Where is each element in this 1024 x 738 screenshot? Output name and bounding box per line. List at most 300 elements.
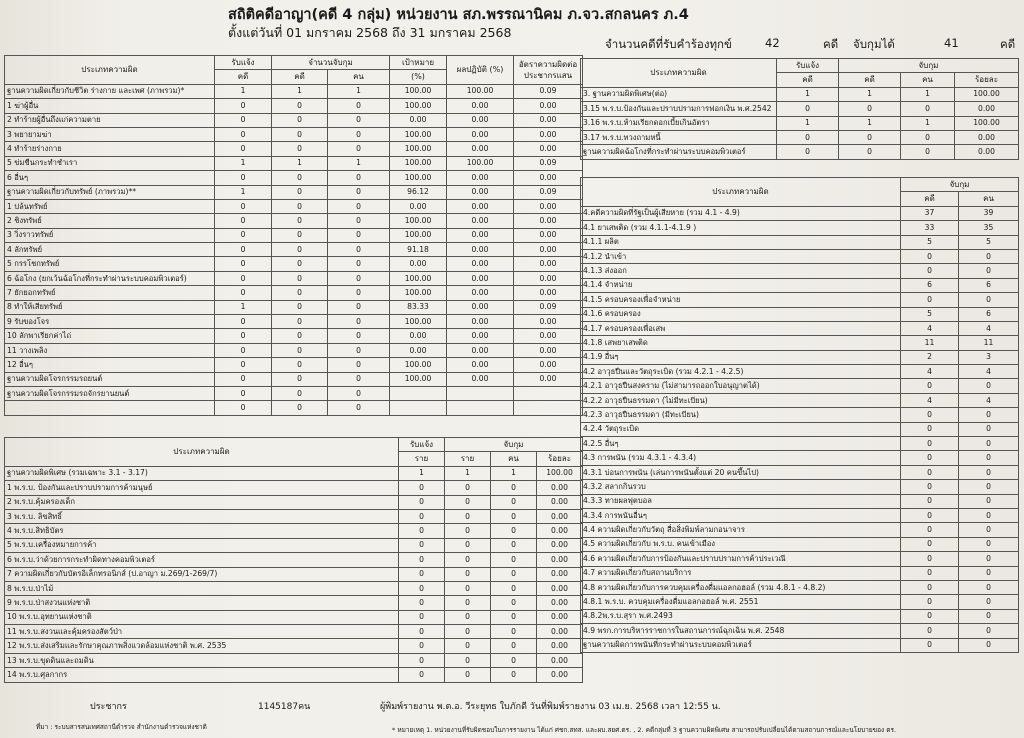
cell-value: 0	[215, 358, 272, 372]
cell-value: 0	[328, 99, 390, 113]
cell-value: 0	[959, 609, 1019, 623]
cell-value: 0	[491, 639, 537, 653]
table-row	[581, 537, 1019, 551]
table-row	[5, 495, 583, 509]
cell-value: 0	[901, 494, 959, 508]
row-label: 4.1.8 เสพยาเสพติด	[581, 336, 901, 350]
cell-value: 0	[215, 372, 272, 386]
row-label: 4.8 ความผิดเกี่ยวกับการควบคุมเครื่องดื่มแอลกอฮอล์ (รวม 4.8.1 - 4.8.2)	[581, 580, 901, 594]
cell-value: 0	[215, 243, 272, 257]
cell-value: 0	[445, 653, 491, 667]
row-label: 3.17 พ.ร.บ.ทวงถามหนี้	[581, 130, 777, 144]
cell-value: 0	[901, 480, 959, 494]
cell-value: 0.00	[537, 610, 583, 624]
cell-value: 0.00	[447, 214, 514, 228]
col-type: ประเภทความผิด	[581, 178, 901, 207]
cell-value: 0	[272, 228, 328, 242]
table-row	[5, 610, 583, 624]
cell-value: 0	[215, 113, 272, 127]
cell-value: 0	[328, 199, 390, 213]
row-label: 4.1.7 ครอบครองเพื่อเสพ	[581, 321, 901, 335]
cell-value: 0.00	[447, 358, 514, 372]
table-row	[581, 609, 1019, 623]
cell-value: 0	[399, 625, 445, 639]
row-label: 4.8.2พ.ร.บ.สุรา พ.ศ.2493	[581, 609, 901, 623]
cell-value: 0	[491, 481, 537, 495]
row-label: 12 อื่นๆ	[5, 358, 215, 372]
row-label: 7 ยักยอกทรัพย์	[5, 286, 215, 300]
table-row	[5, 228, 583, 242]
cell-value: 1	[272, 84, 328, 98]
cell-value: 0	[272, 358, 328, 372]
cell-value: 100.00	[390, 84, 447, 98]
table-row	[5, 171, 583, 185]
cell-value: 0.00	[447, 329, 514, 343]
row-label: 4.3 การพนัน (รวม 4.3.1 - 4.3.4)	[581, 451, 901, 465]
table-special-continued	[580, 58, 1019, 160]
cell-value: 100.00	[390, 271, 447, 285]
table-row	[5, 199, 583, 213]
row-label: 4 พ.ร.บ.สิทธิบัตร	[5, 524, 399, 538]
table-row	[581, 379, 1019, 393]
cell-value: 1	[215, 185, 272, 199]
table-row	[581, 293, 1019, 307]
cell-value: 0	[901, 451, 959, 465]
table-row	[5, 113, 583, 127]
cell-value: 0.00	[447, 257, 514, 271]
cell-value: 1	[839, 87, 901, 101]
cell-value: 0	[215, 199, 272, 213]
cell-value: 0	[959, 537, 1019, 551]
cell-value: 0	[959, 408, 1019, 422]
cell-value: 0	[399, 481, 445, 495]
cell-value: 0	[272, 171, 328, 185]
cell-value: 11	[959, 336, 1019, 350]
col-arrest: จำนวนจับกุม	[272, 56, 390, 70]
cell-value: 0	[901, 566, 959, 580]
row-label: 13 พ.ร.บ.ขุดดินและถมดิน	[5, 653, 399, 667]
col-type: ประเภทความผิด	[581, 59, 777, 88]
cell-value: 0	[328, 315, 390, 329]
cell-value: 0	[215, 142, 272, 156]
col-arrest: จับกุม	[839, 59, 1019, 73]
cell-value: 0.00	[537, 495, 583, 509]
cell-value: 0.00	[447, 142, 514, 156]
table-row	[581, 116, 1019, 130]
cell-value: 1	[901, 116, 955, 130]
row-label: ฐานความผิดเกี่ยวกับทรัพย์ (ภาพรวม)**	[5, 185, 215, 199]
cell-value: 0.00	[447, 199, 514, 213]
cell-value: 0.00	[390, 199, 447, 213]
cell-value: 0	[215, 343, 272, 357]
cell-value: 0	[491, 610, 537, 624]
table-row	[581, 624, 1019, 638]
table-row	[581, 451, 1019, 465]
cell-value	[390, 401, 447, 415]
table-row	[581, 480, 1019, 494]
cell-value: 0	[959, 465, 1019, 479]
cell-value: 0	[215, 386, 272, 400]
row-label: 6 พ.ร.บ.ว่าด้วยการกระทำผิดทางคอมพิวเตอร์	[5, 553, 399, 567]
cell-value: 0.00	[537, 538, 583, 552]
cell-value: 0.00	[447, 300, 514, 314]
cell-value: 0	[959, 638, 1019, 652]
cell-value: 0	[491, 495, 537, 509]
cell-value: 0	[272, 257, 328, 271]
cell-value: 0	[959, 508, 1019, 522]
cell-value: 0	[328, 401, 390, 415]
cell-value: 100.00	[390, 214, 447, 228]
cell-value: 0	[328, 386, 390, 400]
row-label: 7 ความผิดเกี่ยวกับบัตรอิเล็กทรอนิกส์ (ป.อาญา ม.269/1-269/7)	[5, 567, 399, 581]
row-label: 4.1.2 นำเข้า	[581, 249, 901, 263]
cell-value: 4	[959, 393, 1019, 407]
cell-value: 0	[272, 271, 328, 285]
row-label: 4.2 อาวุธปืนและวัตถุระเบิด (รวม 4.2.1 - 4.2.5)	[581, 365, 901, 379]
cell-value: 0	[901, 595, 959, 609]
cell-value: 0	[445, 538, 491, 552]
cell-value: 1	[399, 466, 445, 480]
cell-value: 0.00	[537, 481, 583, 495]
cell-value: 0.00	[390, 113, 447, 127]
cell-value: 0	[272, 286, 328, 300]
cell-value: 100.00	[390, 142, 447, 156]
table-row	[581, 566, 1019, 580]
table-row	[5, 214, 583, 228]
cell-value: 0	[328, 329, 390, 343]
cell-value: 0	[445, 495, 491, 509]
cell-value: 0	[328, 372, 390, 386]
row-label: 4.1.3 ส่งออก	[581, 264, 901, 278]
table-row	[581, 307, 1019, 321]
cell-value: 0	[901, 408, 959, 422]
cell-value: 0	[215, 271, 272, 285]
cell-value: 0	[959, 494, 1019, 508]
cell-value: 100.00	[390, 315, 447, 329]
cell-value: 0	[328, 214, 390, 228]
table-row	[581, 235, 1019, 249]
table-row	[581, 552, 1019, 566]
cell-value: 0	[445, 596, 491, 610]
table-violent-property	[4, 55, 583, 416]
cell-value: 100.00	[390, 99, 447, 113]
cell-value: 0	[959, 523, 1019, 537]
cell-value: 0	[445, 610, 491, 624]
cell-value: 0	[901, 609, 959, 623]
cell-value: 0.00	[955, 102, 1019, 116]
cell-value: 0	[399, 653, 445, 667]
table-row	[5, 639, 583, 653]
cell-value: 0.00	[537, 668, 583, 682]
cell-value: 0	[399, 509, 445, 523]
row-label: 5 ข่มขืนกระทำชำเรา	[5, 156, 215, 170]
cell-value: 0	[328, 243, 390, 257]
table-row	[5, 466, 583, 480]
row-label: 3 พ.ร.บ. ลิขสิทธิ์	[5, 509, 399, 523]
cell-value: 0.00	[955, 145, 1019, 159]
row-label: ฐานความผิดโจรกรรมรถจักรยานยนต์	[5, 386, 215, 400]
cell-value: 5	[901, 235, 959, 249]
col-pct: (%)	[390, 70, 447, 84]
cell-value: 0	[959, 293, 1019, 307]
row-label: ฐานความผิดโจรกรรมรถยนต์	[5, 372, 215, 386]
cell-value: 4	[959, 365, 1019, 379]
cell-value: 0	[959, 249, 1019, 263]
cell-value: 1	[777, 87, 839, 101]
col-case: ราย	[445, 452, 491, 466]
cell-value: 0	[399, 668, 445, 682]
row-label: 4.2.1 อาวุธปืนสงคราม (ไม่สามารถออกใบอนุญาตได้)	[581, 379, 901, 393]
row-label: 2 ชิงทรัพย์	[5, 214, 215, 228]
row-label: ฐานความผิดพิเศษ (รวมเฉพาะ 3.1 - 3.17)	[5, 466, 399, 480]
table-row	[5, 243, 583, 257]
cell-value: 0.00	[514, 99, 583, 113]
row-label: 4.2.2 อาวุธปืนธรรมดา (ไม่มีทะเบียน)	[581, 393, 901, 407]
table-row	[5, 286, 583, 300]
cell-value: 6	[901, 278, 959, 292]
row-label: 1 ปล้นทรัพย์	[5, 199, 215, 213]
cell-value: 0	[272, 386, 328, 400]
row-label: 4.8.1 พ.ร.บ. ควบคุมเครื่องดื่มแอลกอฮอล์ พ.ศ. 2551	[581, 595, 901, 609]
cell-value: 0.00	[537, 553, 583, 567]
cell-value: 0	[328, 286, 390, 300]
col-arrest: จับกุม	[901, 178, 1019, 192]
cell-value: 4	[901, 365, 959, 379]
cell-value	[447, 386, 514, 400]
unit-label: คดี	[823, 37, 839, 51]
cell-value: 0.00	[514, 343, 583, 357]
row-label: 3.15 พ.ร.บ.ป้องกันและปราบปรามการฟอกเงิน พ.ศ.2542	[581, 102, 777, 116]
table-row	[581, 264, 1019, 278]
cell-value: 0.00	[514, 257, 583, 271]
cell-value: 0	[901, 422, 959, 436]
cell-value: 0	[399, 553, 445, 567]
cell-value: 0.00	[514, 171, 583, 185]
cell-value: 0.00	[447, 228, 514, 242]
table-row	[581, 145, 1019, 159]
cell-value: 0	[959, 264, 1019, 278]
cell-value: 0.09	[514, 156, 583, 170]
cell-value: 96.12	[390, 185, 447, 199]
row-label	[5, 401, 215, 415]
cell-value: 0	[491, 509, 537, 523]
cell-value: 0	[445, 567, 491, 581]
table-row	[5, 329, 583, 343]
cell-value: 0	[777, 130, 839, 144]
cell-value: 0	[901, 379, 959, 393]
table-row	[581, 422, 1019, 436]
row-label: 4.1 ยาเสพติด (รวม 4.1.1-4.1.9 )	[581, 221, 901, 235]
cell-value: 0.00	[537, 509, 583, 523]
cell-value: 0.00	[514, 199, 583, 213]
col-arrest: จับกุม	[445, 438, 583, 452]
table-row	[5, 401, 583, 415]
row-label: 4.2.3 อาวุธปืนธรรมดา (มีทะเบียน)	[581, 408, 901, 422]
table-row	[581, 494, 1019, 508]
cell-value: 1	[215, 156, 272, 170]
cell-value: 0	[491, 653, 537, 667]
cell-value: 1	[215, 300, 272, 314]
cell-value: 0	[272, 99, 328, 113]
table-row	[5, 653, 583, 667]
cell-value: 0.00	[514, 315, 583, 329]
row-label: 10 ลักพาเรียกค่าไถ่	[5, 329, 215, 343]
unit-label: คดี	[1000, 37, 1016, 51]
cell-value: 0	[328, 300, 390, 314]
cell-value: 100.00	[447, 156, 514, 170]
row-label: 12 พ.ร.บ.ส่งเสริมและรักษาคุณภาพสิ่งแวดล้อมแห่งชาติ พ.ศ. 2535	[5, 639, 399, 653]
cell-value: 0.00	[514, 372, 583, 386]
report-title: สถิติคดีอาญา(คดี 4 กลุ่ม) หน่วยงาน สภ.พรรณานิคม ภ.จว.สกลนคร ภ.4	[228, 7, 689, 23]
cell-value: 0	[839, 145, 901, 159]
cell-value: 0	[491, 538, 537, 552]
cell-value: 4	[901, 321, 959, 335]
cell-value: 0	[215, 401, 272, 415]
row-label: 3 พยายามฆ่า	[5, 127, 215, 141]
table-row	[581, 249, 1019, 263]
table-row	[581, 278, 1019, 292]
cell-value: 1	[328, 156, 390, 170]
cell-value: 0	[491, 567, 537, 581]
cell-value: 0	[272, 127, 328, 141]
cell-value: 0.00	[514, 358, 583, 372]
table-row	[581, 393, 1019, 407]
table-row	[5, 99, 583, 113]
row-label: 4 ทำร้ายร่างกาย	[5, 142, 215, 156]
cell-value: 0	[491, 581, 537, 595]
cell-value: 0.00	[390, 343, 447, 357]
row-label: 1 ฆ่าผู้อื่น	[5, 99, 215, 113]
cell-value: 0	[445, 553, 491, 567]
cell-value: 0	[777, 145, 839, 159]
cell-value: 0	[959, 580, 1019, 594]
cell-value: 0.00	[955, 130, 1019, 144]
report-period: ตั้งแต่วันที่ 01 มกราคม 2568 ถึง 31 มกราคม 2568	[228, 25, 512, 40]
row-label: 4.9 พรก.การบริหารราชการในสถานการณ์ฉุกเฉิน พ.ศ. 2548	[581, 624, 901, 638]
row-label: 4.2.5 อื่นๆ	[581, 437, 901, 451]
row-label: 4 ลักทรัพย์	[5, 243, 215, 257]
cell-value: 0	[491, 524, 537, 538]
cell-value: 100.00	[390, 372, 447, 386]
col-case: คดี	[215, 70, 272, 84]
row-label: 4.2.4 วัตถุระเบิด	[581, 422, 901, 436]
row-label: 4.3.3 ทายผลฟุตบอล	[581, 494, 901, 508]
cell-value: 0.00	[514, 286, 583, 300]
cell-value: 0	[839, 102, 901, 116]
cell-value: 100.00	[390, 286, 447, 300]
cell-value: 0	[272, 243, 328, 257]
cell-value: 0	[901, 102, 955, 116]
row-label: 4.คดีความผิดที่รัฐเป็นผู้เสียหาย (รวม 4.1 - 4.9)	[581, 206, 901, 220]
cell-value: 0	[445, 481, 491, 495]
cell-value: 0	[215, 214, 272, 228]
cell-value: 0	[215, 257, 272, 271]
cell-value: 0	[445, 581, 491, 595]
row-label: 2 พ.ร.บ.คุ้มครองเด็ก	[5, 495, 399, 509]
cell-value: 100.00	[390, 127, 447, 141]
table-row	[5, 509, 583, 523]
cell-value: 0	[328, 358, 390, 372]
cell-value: 0.00	[447, 315, 514, 329]
cell-value: 0	[901, 145, 955, 159]
table-row	[581, 102, 1019, 116]
cell-value: 100.00	[447, 84, 514, 98]
cell-value: 0	[901, 580, 959, 594]
cell-value: 0.00	[514, 243, 583, 257]
cell-value: 0	[272, 329, 328, 343]
row-label: 8 พ.ร.บ.ป่าไม้	[5, 581, 399, 595]
col-pct: ร้อยละ	[955, 73, 1019, 87]
remark-note: * หมายเหตุ 1. หน่วยงานที่รับผิดชอบในการรายงาน ได้แก่ ศชก.สทส. และผบ.สยศ.ตร. , 2. คดีกลุ่มที่ 3 ฐานความผิดพิเศษ สามารถปรับเปลี่ยนได้ตามสถานการณ์และนโยบายของ ตร.	[392, 726, 897, 734]
cell-value: 0	[272, 199, 328, 213]
table-row	[581, 508, 1019, 522]
cell-value: 35	[959, 221, 1019, 235]
cell-value: 0.00	[537, 653, 583, 667]
source-note: ที่มา : ระบบสารสนเทศสถานีตำรวจ สำนักงานตำรวจแห่งชาติ	[36, 723, 207, 731]
col-case: คดี	[777, 73, 839, 87]
col-person: คน	[959, 192, 1019, 206]
cell-value: 0	[215, 286, 272, 300]
cell-value: 0	[491, 668, 537, 682]
cell-value: 11	[901, 336, 959, 350]
cell-value: 100.00	[390, 228, 447, 242]
cell-value: 0.00	[537, 596, 583, 610]
cell-value: 0.00	[390, 257, 447, 271]
cell-value: 0	[901, 437, 959, 451]
table-row	[581, 321, 1019, 335]
cell-value: 0	[272, 300, 328, 314]
cell-value: 0	[901, 264, 959, 278]
table-row	[581, 638, 1019, 652]
cell-value: 0	[901, 523, 959, 537]
cell-value: 0	[959, 379, 1019, 393]
cell-value: 0	[445, 639, 491, 653]
population-value: 1145187คน	[258, 702, 311, 712]
col-person: คน	[491, 452, 537, 466]
cell-value: 0	[215, 228, 272, 242]
table-row	[5, 596, 583, 610]
caught-value: 41	[944, 36, 959, 50]
cell-value: 0	[901, 508, 959, 522]
received-label: จำนวนคดีที่รับคำร้องทุกข์	[605, 37, 732, 51]
row-label: 5 กรรโชกทรัพย์	[5, 257, 215, 271]
table-state-victim	[580, 177, 1019, 653]
row-label: 4.1.9 อื่นๆ	[581, 350, 901, 364]
cell-value: 1	[215, 84, 272, 98]
col-person: คน	[328, 70, 390, 84]
row-label: 8 ทำให้เสียทรัพย์	[5, 300, 215, 314]
table-row	[5, 271, 583, 285]
table-row	[5, 668, 583, 682]
cell-value: 0.00	[447, 171, 514, 185]
cell-value: 0	[272, 142, 328, 156]
cell-value: 0	[215, 99, 272, 113]
table-row	[581, 365, 1019, 379]
cell-value: 0.09	[514, 185, 583, 199]
table-row	[5, 343, 583, 357]
cell-value: 33	[901, 221, 959, 235]
col-received: รับแจ้ง	[777, 59, 839, 73]
row-label: 4.3.1 บ่อนการพนัน (เล่นการพนันตั้งแต่ 20 คนขึ้นไป)	[581, 465, 901, 479]
cell-value: 0	[839, 130, 901, 144]
table-row	[5, 625, 583, 639]
row-label: 11 พ.ร.บ.สงวนและคุ้มครองสัตว์ป่า	[5, 625, 399, 639]
table-row	[581, 336, 1019, 350]
table-row	[581, 595, 1019, 609]
table-row	[581, 350, 1019, 364]
row-label: 4.1.1 ผลิต	[581, 235, 901, 249]
cell-value: 0	[901, 638, 959, 652]
